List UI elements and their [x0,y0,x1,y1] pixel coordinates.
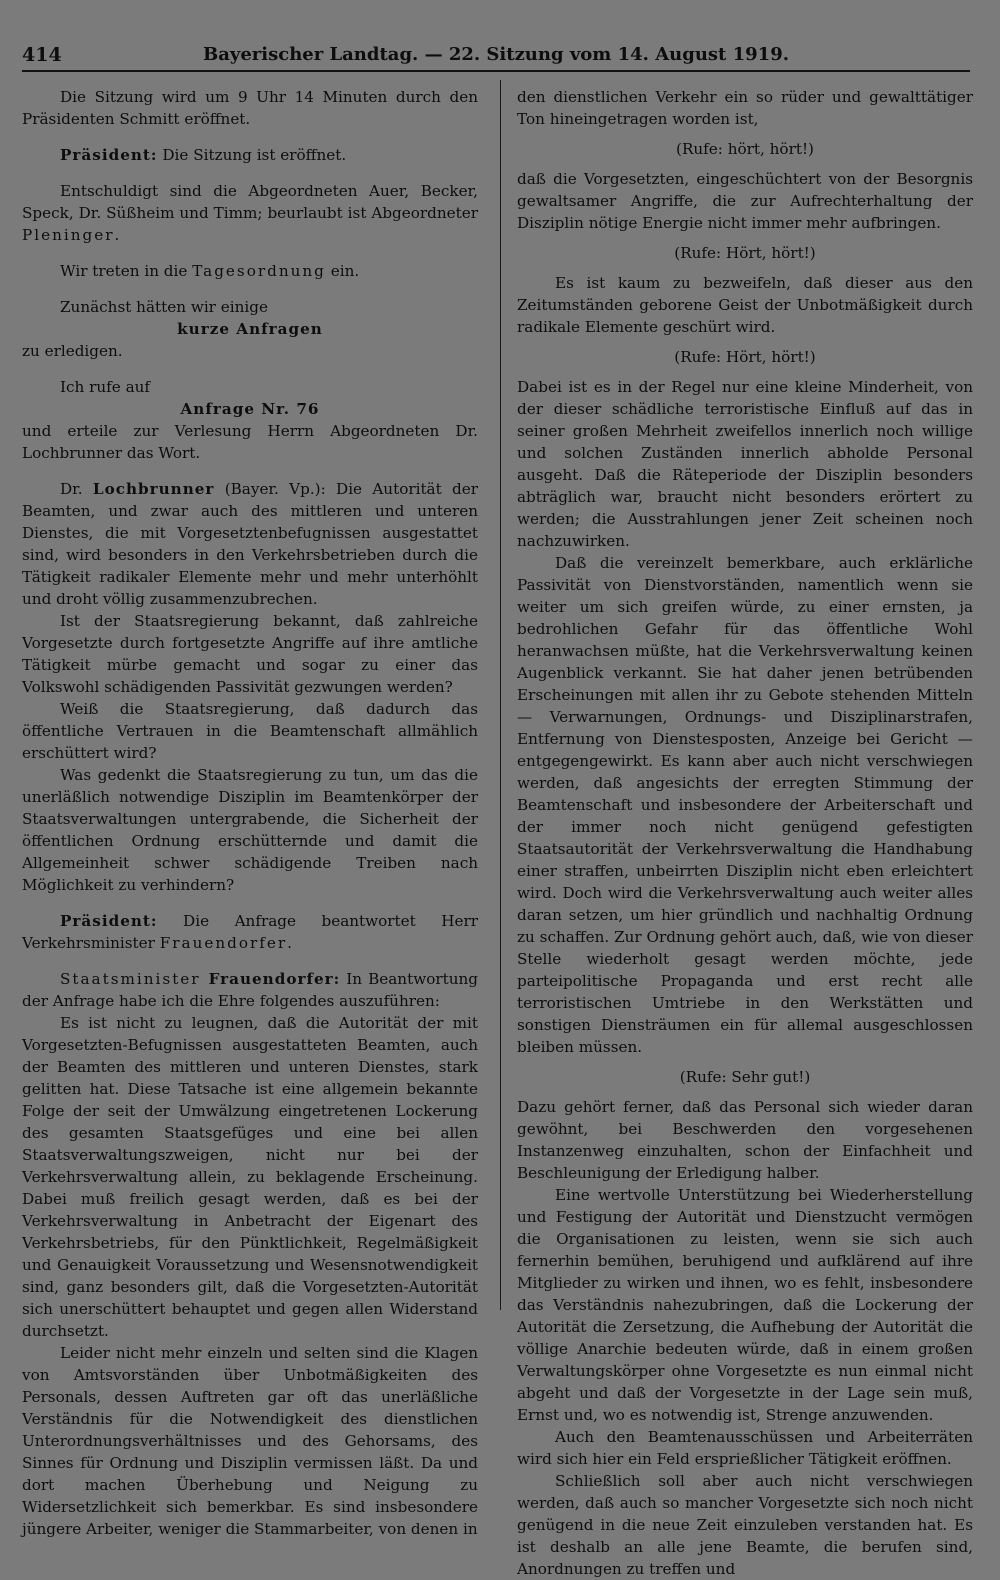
running-head: Bayerischer Landtag. — 22. Sitzung vom 14. August 1919. [203,44,789,65]
speaker-name: Frauendorfer: [208,970,341,988]
interjection: (Rufe: hört, hört!) [676,140,814,158]
paragraph: Präsident: Die Anfrage beantwortet Herr Verkehrsminister Frauendorfer. [22,912,478,952]
speaker-name: Präsident: [60,912,158,930]
page-header [22,44,970,72]
paragraph: Leider nicht mehr einzeln und selten sind die Klagen von Amtsvorständen über Unbotmäßigkeiten des Personals, dessen Auftreten gar oft das unerläßliche Verständnis für die Notwendigkeit des dienstlichen Unterordnungsverhältnisses und des Gehorsams, des Sinnes für Ordnung und Disziplin vermissen läßt. Da und dort machen Überhebung und Neigung zu Widersetzlichkeit sich bemerkbar. Es sind insbesondere jüngere Arbeiter, weniger die Stammarbeiter, von denen in [22,1344,478,1538]
left-column [22,86,478,1540]
paragraph: Auch den Beamtenausschüssen und Arbeiterräten wird sich hier ein Feld ersprießlicher Tätigkeit eröffnen. [517,1428,973,1468]
paragraph: Dr. Lochbrunner (Bayer. Vp.): Die Autorität der Beamten, und zwar auch des mittleren und unteren Dienstes, die mit Vorgesetztenbefugnissen ausgestattet sind, wird besonders in den Verkehrsbetrieben durch die Tätigkeit radikaler Elemente mehr und mehr unterhöhlt und droht völlig zusammenzubrechen. [22,480,478,608]
paragraph: Staatsminister Frauendorfer: In Beantwortung der Anfrage habe ich die Ehre folgendes auszuführen: [22,970,478,1010]
subheading: Anfrage Nr. 76 [180,400,320,418]
subheading: kurze Anfragen [177,320,323,338]
paragraph: daß die Vorgesetzten, eingeschüchtert von der Besorgnis gewaltsamer Angriffe, die zur Aufrechterhaltung der Disziplin nötige Energie nicht immer mehr aufbringen. [517,170,973,232]
paragraph: Weiß die Staatsregierung, daß dadurch das öffentliche Vertrauen in die Beamtenschaft allmählich erschüttert wird? [22,700,478,762]
page-number: 414 [22,44,62,66]
spaced-name: Pleninger [22,226,115,244]
paragraph: Dabei ist es in der Regel nur eine kleine Minderheit, von der dieser schädliche terroristische Einfluß auf das in seiner großen Mehrheit zweifellos innerlich noch willige und solchen Zuständen innerlich abholde Personal ausgeht. Daß die Räteperiode der Disziplin besonders abträglich war, braucht nicht besonders erörtert zu werden; die Ausstrahlungen jener Zeit scheinen noch nachzuwirken. [517,378,973,550]
paragraph: Eine wertvolle Unterstützung bei Wiederherstellung und Festigung der Autorität und Dienstzucht vermögen die Organisationen zu leisten, wenn sie sich auch fernerhin bemühen, beruhigend und aufklärend auf ihre Mitglieder zu wirken und ihnen, wo es fehlt, insbesondere das Verständnis nahezubringen, daß die Lockerung der Autorität die Zersetzung, die Aufhebung der Autorität die völlige Anarchie bedeuten würde, daß in einem großen Verwaltungskörper ohne Vorgesetzte es nun einmal nicht abgeht und daß der Vorgesetzte in der Lage sein muß, Ernst und, wo es notwendig ist, Strenge anzuwenden. [517,1186,973,1424]
paragraph: Die Sitzung wird um 9 Uhr 14 Minuten durch den Präsidenten Schmitt eröffnet. [22,88,478,128]
speaker-name: Präsident: [60,146,158,164]
paragraph: und erteile zur Verlesung Herrn Abgeordneten Dr. Lochbrunner das Wort. [22,422,478,462]
paragraph: den dienstlichen Verkehr ein so rüder und gewalttätiger Ton hineingetragen worden ist, [517,88,973,128]
paragraph: zu erledigen. [22,342,123,360]
paragraph: Präsident: Die Sitzung ist eröffnet. [60,146,347,164]
paragraph: Entschuldigt sind die Abgeordneten Auer, Becker, Speck, Dr. Süßheim und Timm; beurlaubt ist Abgeordneter Pleninger. [22,182,478,244]
paragraph: Daß die vereinzelt bemerkbare, auch erklärliche Passivität von Dienstvorständen, namentlich wenn sie weiter um sich greifen würde, zu einer ernsten, ja bedrohlichen Gefahr für das öffentliche Wohl heranwachsen müßte, hat die Verkehrsverwaltung keinen Augenblick verkannt. Sie hat daher jenen betrübenden Erscheinungen mit allen ihr zu Gebote stehenden Mitteln — Verwarnungen, Ordnungs- und Disziplinarstrafen, Entfernung von Dienstesposten, Anzeige bei Gericht — entgegengewirkt. Es kann aber auch nicht verschwiegen werden, daß angesichts der erregten Stimmung der Beamtenschaft und insbesondere der Arbeiterschaft und der immer noch nicht genügend gefestigten Staatsautorität der Verkehrsverwaltung die Handhabung einer straffen, unbeirrten Disziplin nicht eben erleichtert wird. Doch wird die Verkehrsverwaltung auch weiter alles daran setzen, um hier gründlich und nachhaltig Ordnung zu schaffen. Zur Ordnung gehört auch, daß, wie von dieser Stelle wiederholt gesagt werden möchte, jede parteipolitische Propaganda und erst recht alle terroristischen Umtriebe in den Werkstätten und sonstigen Diensträumen ein für allemal ausgeschlossen bleiben müssen. [517,554,973,1056]
paragraph: Schließlich soll aber auch nicht verschwiegen werden, daß auch so mancher Vorgesetzte sich noch nicht genügend in die neue Zeit einzuleben verstanden hat. Es ist deshalb an alle jene Beamte, die berufen sind, Anordnungen zu treffen und [517,1472,973,1578]
paragraph: Es ist nicht zu leugnen, daß die Autorität der mit Vorgesetzten-Befugnissen ausgestatteten Beamten, auch der Beamten des mittleren und unteren Dienstes, stark gelitten hat. Diese Tatsache ist eine allgemein bekannte Folge der seit der Umwälzung eingetretenen Lockerung des gesamten Staatsgefüges und eine bei allen Staatsverwaltungszweigen, nicht nur bei der Verkehrsverwaltung allein, zu beklagende Erscheinung. Dabei muß freilich gesagt werden, daß es bei der Verkehrsverwaltung in Anbetracht der Eigenart des Verkehrsbetriebs, für den Pünktlichkeit, Regelmäßigkeit und Genauigkeit Voraussetzung und Wesensnotwendigkeit sind, ganz besonders gilt, daß die Vorgesetzten-Autorität sich unerschüttert behauptet und gegen allen Widerstand durchsetzt. [22,1014,478,1340]
right-column [517,86,973,1580]
spaced-name: Frauendorfer [159,934,288,952]
interjection: (Rufe: Hört, hört!) [674,244,816,262]
speaker-name: Lochbrunner [92,480,215,498]
column-divider [500,80,501,1310]
paragraph: Dazu gehört ferner, daß das Personal sich wieder daran gewöhnt, bei Beschwerden den vorgesehenen Instanzenweg einzuhalten, schon der Einfachheit und Beschleunigung der Erledigung halber. [517,1098,973,1182]
paragraph: Ich rufe auf [60,378,151,396]
paragraph: Zunächst hätten wir einige [60,298,268,316]
interjection: (Rufe: Hört, hört!) [674,348,816,366]
paragraph: Ist der Staatsregierung bekannt, daß zahlreiche Vorgesetzte durch fortgesetzte Angriffe auf ihre amtliche Tätigkeit mürbe gemacht und sogar zu einer das Volkswohl schädigenden Passivität gezwungen werden? [22,612,478,696]
paragraph: Es ist kaum zu bezweifeln, daß dieser aus den Zeitumständen geborene Geist der Unbotmäßigkeit durch radikale Elemente geschürt wird. [517,274,973,336]
interjection: (Rufe: Sehr gut!) [679,1068,811,1086]
paragraph: Wir treten in die Tagesordnung ein. [60,262,360,280]
paragraph: Was gedenkt die Staatsregierung zu tun, um das die unerläßlich notwendige Disziplin im Beamtenkörper der Staatsverwaltungen untergrabende, die Sicherheit der öffentlichen Ordnung erschütternde und damit die Allgemeinheit schwer schädigende Treiben nach Möglichkeit zu verhindern? [22,766,478,894]
